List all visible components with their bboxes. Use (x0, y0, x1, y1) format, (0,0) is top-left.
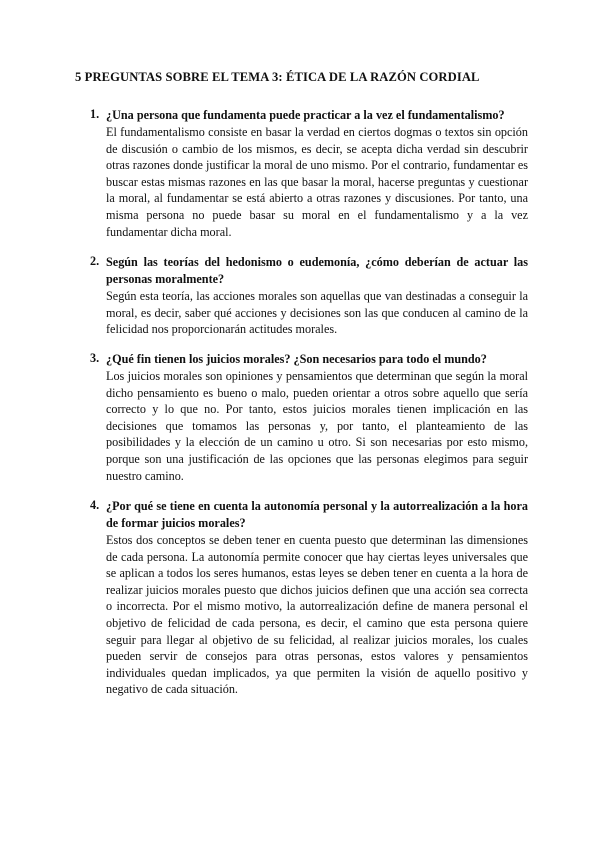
question-body (106, 351, 528, 484)
question-item-4 (90, 498, 528, 698)
question-body (106, 498, 528, 698)
question-item-3 (90, 351, 528, 484)
question-number: 1. (90, 107, 100, 121)
question-body (106, 107, 528, 240)
question-number: 2. (90, 254, 100, 268)
question-item-1 (90, 107, 528, 240)
document-title: 5 PREGUNTAS SOBRE EL TEMA 3: ÉTICA DE LA RAZÓN CORDIAL (75, 70, 480, 84)
question-text: ¿Una persona que fundamenta puede practicar a la vez el fundamentalismo? (106, 108, 505, 122)
answer-text: Según esta teoría, las acciones morales son aquellas que van destinadas a conseguir la moral, es decir, saber qué acciones y decisiones son las que conducen al camino de la felicidad nos proporcionarán actitudes morales. (106, 289, 528, 337)
answer-text: Estos dos conceptos se deben tener en cuenta puesto que determinan las dimensiones de cada persona. La autonomía permite conocer que hay ciertas leyes universales que se aplican a todos los seres humanos, estas leyes se deben tener en cuenta a la hora de realizar juicios morales puesto que dichos juicios definen que una acción sea correcta o incorrecta. Por el mismo motivo, la autorrealización define de manera personal el objetivo de felicidad de cada persona, es decir, el camino que esta persona quiere seguir para llegar al objetivo de su felicidad, al realizar juicios morales, los cuales pueden servir de consejos para otras personas, estos valores y pensamientos individuales quedan implicados, ya que permiten la visión de aquello positivo y negativo de cada situación. (106, 533, 528, 697)
question-item-2 (90, 254, 528, 338)
question-text: ¿Por qué se tiene en cuenta la autonomía personal y la autorrealización a la hora de formar juicios morales? (106, 499, 528, 530)
answer-text: Los juicios morales son opiniones y pensamientos que determinan que según la moral dicho pensamiento es bueno o malo, pueden orientar a otros sobre aquello que sería correcto y lo que no. Por tanto, estos juicios morales tienen implicación en las decisiones que tomamos las personas y, por tanto, el planteamiento de las posibilidades y la elección de un camino u otro. Si son necesarias por esto mismo, porque son una justificación de las opciones que las personas elegimos para seguir nuestro camino. (106, 369, 528, 483)
question-body (106, 254, 528, 338)
question-text: Según las teorías del hedonismo o eudemonía, ¿cómo deberían de actuar las personas moralmente? (106, 255, 528, 286)
question-number: 3. (90, 351, 100, 365)
question-text: ¿Qué fin tienen los juicios morales? ¿Son necesarios para todo el mundo? (106, 352, 487, 366)
question-number: 4. (90, 498, 100, 512)
answer-text: El fundamentalismo consiste en basar la verdad en ciertos dogmas o textos sin opción de discusión o cambio de los mismos, es decir, se acepta dicha verdad sin descubrir otras razones donde justificar la moral de uno mismo. Por el contrario, fundamentar es buscar estas mismas razones en las que basar la moral, hacerse preguntas y cuestionar la moral, al fundamentar se está abierto a otras razones y discusiones. Por tanto, una misma persona no puede basar su moral en el fundamentalismo y a la vez fundamentar dicha moral. (106, 125, 528, 239)
